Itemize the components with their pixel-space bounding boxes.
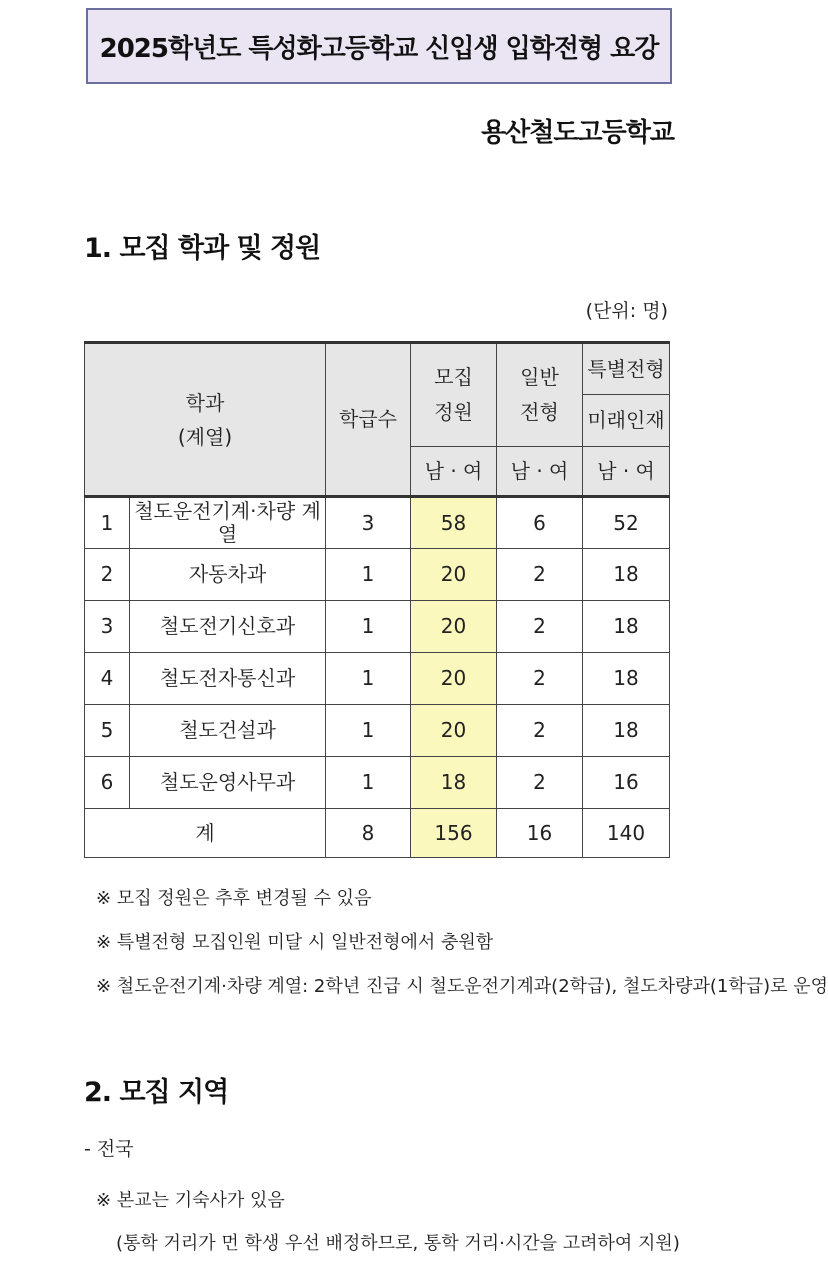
row-general: 6 (497, 497, 583, 549)
document-title: 2025학년도 특성화고등학교 신입생 입학전형 요강 (99, 33, 659, 64)
table-row (85, 757, 670, 809)
row-special: 16 (583, 757, 670, 809)
row-quota: 20 (411, 601, 497, 653)
document-title-box (86, 8, 672, 84)
header-gender-quota: 남 · 여 (411, 447, 497, 497)
unit-label: (단위: 명) (585, 300, 668, 322)
header-gender-general: 남 · 여 (497, 447, 583, 497)
row-general: 2 (497, 757, 583, 809)
row-classes: 1 (326, 653, 411, 705)
total-label: 계 (85, 809, 326, 858)
row-classes: 1 (326, 705, 411, 757)
row-quota: 20 (411, 549, 497, 601)
header-general (497, 343, 583, 447)
row-dept: 철도전기신호과 (130, 601, 326, 653)
table-row (85, 653, 670, 705)
row-special: 18 (583, 549, 670, 601)
row-no: 5 (85, 705, 130, 757)
row-quota: 20 (411, 653, 497, 705)
row-classes: 1 (326, 757, 411, 809)
row-dept: 철도운전기계·차량 계열 (130, 497, 326, 549)
row-classes: 1 (326, 601, 411, 653)
header-dept-label: 학과 (계열) (177, 390, 233, 449)
total-general: 16 (497, 809, 583, 858)
row-general: 2 (497, 549, 583, 601)
row-no: 3 (85, 601, 130, 653)
section-2-title: 2. 모집 지역 (84, 1077, 229, 1108)
header-gender-special: 남 · 여 (583, 447, 670, 497)
row-general: 2 (497, 705, 583, 757)
table-row (85, 601, 670, 653)
note-item: ※ 특별전형 모집인원 미달 시 일반전형에서 충원함 (96, 932, 494, 953)
row-dept: 철도전자통신과 (130, 653, 326, 705)
row-classes: 1 (326, 549, 411, 601)
total-quota: 156 (411, 809, 497, 858)
note-item: ※ 철도운전기계·차량 계열: 2학년 진급 시 철도운전기계과(2학급), 철도차량과(1학급)로 운영 (96, 976, 828, 997)
table-row (85, 497, 670, 549)
quota-table (84, 341, 670, 858)
header-dept (85, 343, 326, 497)
section-1-title: 1. 모집 학과 및 정원 (84, 233, 321, 264)
row-classes: 3 (326, 497, 411, 549)
note-item: ※ 모집 정원은 추후 변경될 수 있음 (96, 888, 372, 909)
row-quota: 20 (411, 705, 497, 757)
school-name: 용산철도고등학교 (481, 118, 674, 148)
dormitory-subnote: (통학 거리가 먼 학생 우선 배정하므로, 통학 거리·시간을 고려하여 지원) (116, 1233, 680, 1254)
row-special: 18 (583, 705, 670, 757)
header-general-label: 일반 전형 (520, 365, 559, 424)
row-special: 52 (583, 497, 670, 549)
table-total-row (85, 809, 670, 858)
dormitory-note: ※ 본교는 기숙사가 있음 (96, 1190, 285, 1211)
table-notes (96, 884, 828, 1016)
row-general: 2 (497, 653, 583, 705)
header-classes: 학급수 (326, 343, 411, 497)
table-row (85, 549, 670, 601)
region-item: - 전국 (84, 1138, 134, 1160)
row-dept: 철도운영사무과 (130, 757, 326, 809)
row-special: 18 (583, 653, 670, 705)
row-special: 18 (583, 601, 670, 653)
header-quota-label: 모집 정원 (434, 365, 473, 424)
header-special: 특별전형 (583, 343, 670, 395)
row-no: 1 (85, 497, 130, 549)
row-no: 2 (85, 549, 130, 601)
row-no: 4 (85, 653, 130, 705)
row-quota: 18 (411, 757, 497, 809)
row-dept: 철도건설과 (130, 705, 326, 757)
table-row (85, 705, 670, 757)
row-no: 6 (85, 757, 130, 809)
row-quota: 58 (411, 497, 497, 549)
row-dept: 자동차과 (130, 549, 326, 601)
header-quota (411, 343, 497, 447)
header-special-sub: 미래인재 (583, 395, 670, 447)
total-special: 140 (583, 809, 670, 858)
total-classes: 8 (326, 809, 411, 858)
row-general: 2 (497, 601, 583, 653)
